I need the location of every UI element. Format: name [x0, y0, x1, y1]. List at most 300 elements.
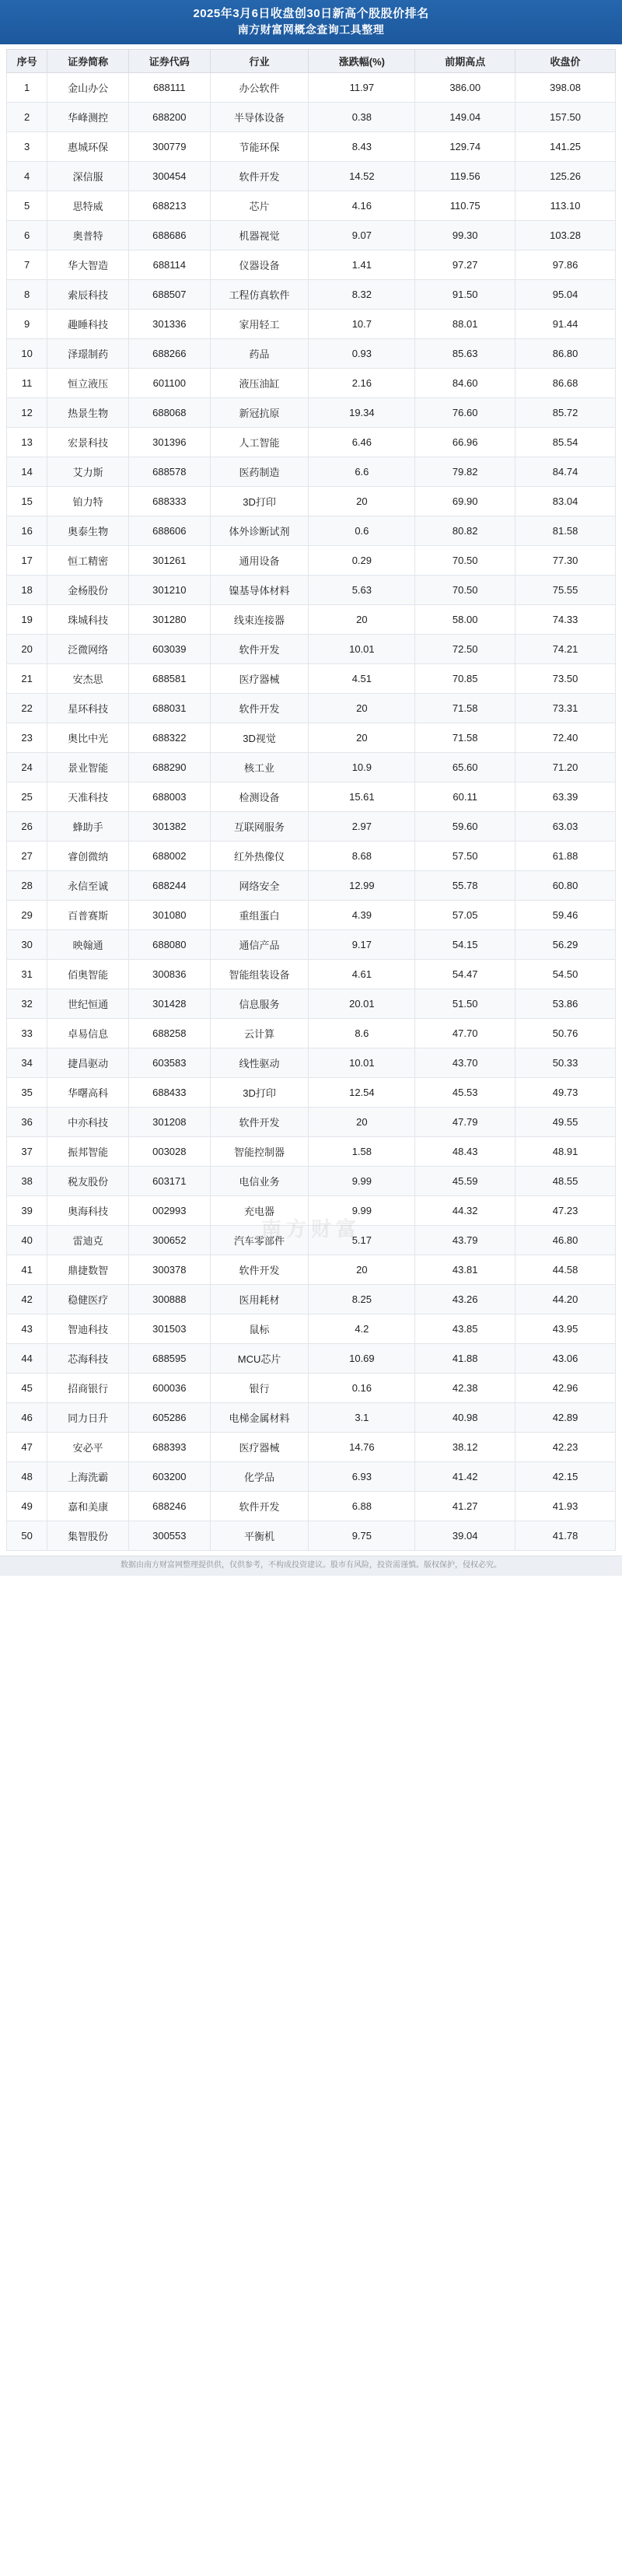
cell-security-code: 688595	[128, 1344, 210, 1374]
cell-index: 4	[7, 162, 47, 191]
cell-security-code: 003028	[128, 1137, 210, 1167]
cell-index: 36	[7, 1108, 47, 1137]
cell-industry: 新冠抗原	[210, 398, 309, 428]
cell-change-pct: 4.39	[309, 901, 415, 930]
cell-index: 35	[7, 1078, 47, 1108]
cell-security-name: 睿创微纳	[47, 842, 129, 871]
table-row[interactable]	[7, 546, 616, 576]
cell-security-name: 惠城环保	[47, 132, 129, 162]
cell-previous-high: 70.85	[415, 664, 515, 694]
cell-industry: 互联网服务	[210, 812, 309, 842]
cell-index: 43	[7, 1314, 47, 1344]
cell-index: 17	[7, 546, 47, 576]
cell-security-name: 恒工精密	[47, 546, 129, 576]
table-row[interactable]	[7, 1019, 616, 1048]
cell-security-name: 招商银行	[47, 1374, 129, 1403]
cell-industry: 通用设备	[210, 546, 309, 576]
table-row[interactable]	[7, 901, 616, 930]
cell-change-pct: 2.97	[309, 812, 415, 842]
table-row[interactable]	[7, 398, 616, 428]
cell-security-code: 603583	[128, 1048, 210, 1078]
table-row[interactable]	[7, 487, 616, 516]
table-row[interactable]	[7, 1048, 616, 1078]
column-header-industry: 行业	[210, 50, 309, 73]
table-body	[7, 73, 616, 1551]
cell-security-code: 688213	[128, 191, 210, 221]
cell-security-code: 300888	[128, 1285, 210, 1314]
cell-close-price: 50.76	[515, 1019, 616, 1048]
cell-close-price: 95.04	[515, 280, 616, 310]
cell-security-name: 智迪科技	[47, 1314, 129, 1344]
cell-close-price: 71.20	[515, 753, 616, 782]
table-row[interactable]	[7, 842, 616, 871]
cell-close-price: 46.80	[515, 1226, 616, 1255]
cell-industry: 半导体设备	[210, 103, 309, 132]
cell-close-price: 73.50	[515, 664, 616, 694]
cell-index: 26	[7, 812, 47, 842]
cell-security-code: 601100	[128, 369, 210, 398]
cell-security-name: 世纪恒通	[47, 989, 129, 1019]
table-row[interactable]	[7, 723, 616, 753]
cell-change-pct: 4.51	[309, 664, 415, 694]
cell-index: 18	[7, 576, 47, 605]
cell-change-pct: 4.16	[309, 191, 415, 221]
cell-close-price: 42.15	[515, 1462, 616, 1492]
table-row[interactable]	[7, 1167, 616, 1196]
cell-industry: 平衡机	[210, 1521, 309, 1551]
cell-close-price: 42.96	[515, 1374, 616, 1403]
cell-industry: 电梯金属材料	[210, 1403, 309, 1433]
cell-close-price: 125.26	[515, 162, 616, 191]
cell-change-pct: 10.01	[309, 1048, 415, 1078]
cell-previous-high: 119.56	[415, 162, 515, 191]
cell-security-name: 集智股份	[47, 1521, 129, 1551]
cell-index: 41	[7, 1255, 47, 1285]
cell-security-name: 泛微网络	[47, 635, 129, 664]
cell-industry: 仪器设备	[210, 250, 309, 280]
cell-change-pct: 14.52	[309, 162, 415, 191]
cell-index: 33	[7, 1019, 47, 1048]
table-row[interactable]	[7, 221, 616, 250]
cell-industry: 软件开发	[210, 694, 309, 723]
cell-close-price: 43.06	[515, 1344, 616, 1374]
cell-security-name: 卓易信息	[47, 1019, 129, 1048]
cell-index: 19	[7, 605, 47, 635]
cell-security-code: 688002	[128, 842, 210, 871]
cell-close-price: 48.91	[515, 1137, 616, 1167]
cell-index: 15	[7, 487, 47, 516]
cell-security-code: 688581	[128, 664, 210, 694]
cell-security-name: 捷昌驱动	[47, 1048, 129, 1078]
cell-previous-high: 66.96	[415, 428, 515, 457]
cell-previous-high: 40.98	[415, 1403, 515, 1433]
cell-index: 13	[7, 428, 47, 457]
cell-previous-high: 43.26	[415, 1285, 515, 1314]
cell-index: 45	[7, 1374, 47, 1403]
cell-security-code: 688200	[128, 103, 210, 132]
cell-previous-high: 85.63	[415, 339, 515, 369]
cell-previous-high: 38.12	[415, 1433, 515, 1462]
table-row[interactable]	[7, 1108, 616, 1137]
table-row[interactable]	[7, 191, 616, 221]
cell-security-code: 688003	[128, 782, 210, 812]
cell-security-name: 芯海科技	[47, 1344, 129, 1374]
cell-close-price: 43.95	[515, 1314, 616, 1344]
cell-index: 6	[7, 221, 47, 250]
column-header-security-code: 证券代码	[128, 50, 210, 73]
cell-index: 5	[7, 191, 47, 221]
cell-security-name: 索辰科技	[47, 280, 129, 310]
cell-previous-high: 70.50	[415, 576, 515, 605]
cell-index: 32	[7, 989, 47, 1019]
table-row[interactable]	[7, 103, 616, 132]
table-row[interactable]	[7, 1492, 616, 1521]
cell-security-name: 中亦科技	[47, 1108, 129, 1137]
cell-industry: 医药制造	[210, 457, 309, 487]
table-header-row	[7, 50, 616, 73]
cell-industry: 云计算	[210, 1019, 309, 1048]
cell-previous-high: 47.70	[415, 1019, 515, 1048]
cell-index: 25	[7, 782, 47, 812]
cell-industry: 医疗器械	[210, 1433, 309, 1462]
cell-change-pct: 10.9	[309, 753, 415, 782]
cell-index: 40	[7, 1226, 47, 1255]
cell-security-code: 301210	[128, 576, 210, 605]
cell-index: 21	[7, 664, 47, 694]
table-row[interactable]	[7, 428, 616, 457]
cell-index: 8	[7, 280, 47, 310]
table-row[interactable]	[7, 1226, 616, 1255]
cell-previous-high: 51.50	[415, 989, 515, 1019]
table-row[interactable]	[7, 871, 616, 901]
table-row[interactable]	[7, 250, 616, 280]
cell-index: 46	[7, 1403, 47, 1433]
cell-previous-high: 43.85	[415, 1314, 515, 1344]
column-header-index: 序号	[7, 50, 47, 73]
cell-change-pct: 9.07	[309, 221, 415, 250]
column-header-previous-high: 前期高点	[415, 50, 515, 73]
cell-security-code: 300836	[128, 960, 210, 989]
cell-index: 37	[7, 1137, 47, 1167]
cell-index: 44	[7, 1344, 47, 1374]
table-row[interactable]	[7, 1433, 616, 1462]
cell-change-pct: 20	[309, 723, 415, 753]
cell-change-pct: 10.01	[309, 635, 415, 664]
table-row[interactable]	[7, 989, 616, 1019]
table-row[interactable]	[7, 960, 616, 989]
cell-security-name: 映翰通	[47, 930, 129, 960]
cell-security-code: 688068	[128, 398, 210, 428]
table-row[interactable]	[7, 1344, 616, 1374]
cell-security-code: 688433	[128, 1078, 210, 1108]
cell-previous-high: 57.50	[415, 842, 515, 871]
cell-change-pct: 9.17	[309, 930, 415, 960]
cell-close-price: 56.29	[515, 930, 616, 960]
cell-industry: 智能组装设备	[210, 960, 309, 989]
cell-index: 29	[7, 901, 47, 930]
cell-previous-high: 69.90	[415, 487, 515, 516]
cell-security-code: 300454	[128, 162, 210, 191]
cell-change-pct: 8.68	[309, 842, 415, 871]
cell-close-price: 77.30	[515, 546, 616, 576]
cell-industry: 化学品	[210, 1462, 309, 1492]
cell-change-pct: 0.38	[309, 103, 415, 132]
cell-index: 47	[7, 1433, 47, 1462]
cell-close-price: 97.86	[515, 250, 616, 280]
cell-close-price: 44.58	[515, 1255, 616, 1285]
cell-previous-high: 55.78	[415, 871, 515, 901]
cell-previous-high: 386.00	[415, 73, 515, 103]
cell-security-name: 金杨股份	[47, 576, 129, 605]
cell-security-code: 300553	[128, 1521, 210, 1551]
cell-security-name: 同力日升	[47, 1403, 129, 1433]
table-row[interactable]	[7, 1285, 616, 1314]
cell-change-pct: 2.16	[309, 369, 415, 398]
table-row[interactable]	[7, 162, 616, 191]
cell-security-name: 铂力特	[47, 487, 129, 516]
cell-industry: 镍基导体材料	[210, 576, 309, 605]
page-subtitle: 南方财富网概念查询工具整理	[237, 23, 385, 36]
cell-index: 50	[7, 1521, 47, 1551]
cell-security-code: 300779	[128, 132, 210, 162]
cell-security-name: 上海洗霸	[47, 1462, 129, 1492]
cell-previous-high: 76.60	[415, 398, 515, 428]
table-row[interactable]	[7, 280, 616, 310]
cell-security-name: 奥普特	[47, 221, 129, 250]
cell-industry: 机器视觉	[210, 221, 309, 250]
cell-change-pct: 20	[309, 694, 415, 723]
cell-security-name: 热景生物	[47, 398, 129, 428]
cell-close-price: 49.55	[515, 1108, 616, 1137]
cell-previous-high: 44.32	[415, 1196, 515, 1226]
cell-security-name: 永信至诚	[47, 871, 129, 901]
cell-previous-high: 41.27	[415, 1492, 515, 1521]
cell-security-code: 301382	[128, 812, 210, 842]
cell-close-price: 44.20	[515, 1285, 616, 1314]
table-row[interactable]	[7, 753, 616, 782]
cell-index: 12	[7, 398, 47, 428]
cell-security-code: 301261	[128, 546, 210, 576]
cell-change-pct: 8.25	[309, 1285, 415, 1314]
cell-industry: 医用耗材	[210, 1285, 309, 1314]
table-row[interactable]	[7, 605, 616, 635]
cell-previous-high: 45.53	[415, 1078, 515, 1108]
cell-change-pct: 0.6	[309, 516, 415, 546]
cell-industry: 软件开发	[210, 1108, 309, 1137]
cell-close-price: 61.88	[515, 842, 616, 871]
cell-index: 22	[7, 694, 47, 723]
cell-change-pct: 1.58	[309, 1137, 415, 1167]
cell-previous-high: 71.58	[415, 723, 515, 753]
cell-previous-high: 97.27	[415, 250, 515, 280]
cell-close-price: 59.46	[515, 901, 616, 930]
cell-close-price: 53.86	[515, 989, 616, 1019]
cell-index: 23	[7, 723, 47, 753]
cell-change-pct: 5.17	[309, 1226, 415, 1255]
cell-change-pct: 0.29	[309, 546, 415, 576]
cell-industry: 银行	[210, 1374, 309, 1403]
cell-security-name: 奥比中光	[47, 723, 129, 753]
page-header	[0, 0, 622, 44]
cell-close-price: 41.78	[515, 1521, 616, 1551]
cell-change-pct: 9.99	[309, 1167, 415, 1196]
cell-change-pct: 14.76	[309, 1433, 415, 1462]
cell-industry: 网络安全	[210, 871, 309, 901]
table-row[interactable]	[7, 132, 616, 162]
cell-close-price: 84.74	[515, 457, 616, 487]
cell-industry: 充电器	[210, 1196, 309, 1226]
table-row[interactable]	[7, 1314, 616, 1344]
cell-close-price: 75.55	[515, 576, 616, 605]
cell-previous-high: 80.82	[415, 516, 515, 546]
cell-previous-high: 72.50	[415, 635, 515, 664]
cell-industry: 软件开发	[210, 1255, 309, 1285]
cell-security-code: 688333	[128, 487, 210, 516]
table-row[interactable]	[7, 635, 616, 664]
cell-previous-high: 70.50	[415, 546, 515, 576]
cell-change-pct: 5.63	[309, 576, 415, 605]
cell-industry: 节能环保	[210, 132, 309, 162]
cell-previous-high: 54.47	[415, 960, 515, 989]
cell-security-code: 688111	[128, 73, 210, 103]
cell-security-name: 安杰思	[47, 664, 129, 694]
cell-close-price: 48.55	[515, 1167, 616, 1196]
cell-change-pct: 1.41	[309, 250, 415, 280]
table-row[interactable]	[7, 73, 616, 103]
cell-close-price: 398.08	[515, 73, 616, 103]
cell-security-name: 振邦智能	[47, 1137, 129, 1167]
cell-security-name: 华曙高科	[47, 1078, 129, 1108]
cell-close-price: 91.44	[515, 310, 616, 339]
column-header-close-price: 收盘价	[515, 50, 616, 73]
cell-industry: 医疗器械	[210, 664, 309, 694]
cell-security-code: 301396	[128, 428, 210, 457]
cell-security-code: 600036	[128, 1374, 210, 1403]
table-row[interactable]	[7, 339, 616, 369]
cell-industry: 芯片	[210, 191, 309, 221]
cell-previous-high: 41.88	[415, 1344, 515, 1374]
cell-security-name: 艾力斯	[47, 457, 129, 487]
cell-change-pct: 15.61	[309, 782, 415, 812]
table-row[interactable]	[7, 1521, 616, 1551]
cell-previous-high: 47.79	[415, 1108, 515, 1137]
table-row[interactable]	[7, 310, 616, 339]
cell-close-price: 63.39	[515, 782, 616, 812]
table-row[interactable]	[7, 664, 616, 694]
cell-index: 49	[7, 1492, 47, 1521]
cell-close-price: 60.80	[515, 871, 616, 901]
cell-security-code: 301503	[128, 1314, 210, 1344]
table-row[interactable]	[7, 1196, 616, 1226]
table-row[interactable]	[7, 576, 616, 605]
cell-index: 39	[7, 1196, 47, 1226]
cell-industry: 软件开发	[210, 162, 309, 191]
cell-previous-high: 129.74	[415, 132, 515, 162]
cell-change-pct: 12.54	[309, 1078, 415, 1108]
table-row[interactable]	[7, 1374, 616, 1403]
cell-change-pct: 6.6	[309, 457, 415, 487]
cell-previous-high: 91.50	[415, 280, 515, 310]
table-row[interactable]	[7, 782, 616, 812]
cell-change-pct: 0.16	[309, 1374, 415, 1403]
cell-industry: 3D打印	[210, 487, 309, 516]
cell-security-name: 星环科技	[47, 694, 129, 723]
cell-security-code: 688686	[128, 221, 210, 250]
cell-change-pct: 12.99	[309, 871, 415, 901]
cell-close-price: 42.23	[515, 1433, 616, 1462]
cell-close-price: 157.50	[515, 103, 616, 132]
cell-close-price: 74.33	[515, 605, 616, 635]
cell-index: 20	[7, 635, 47, 664]
table-row[interactable]	[7, 1403, 616, 1433]
table-container	[0, 44, 622, 1551]
cell-security-name: 景业智能	[47, 753, 129, 782]
cell-previous-high: 79.82	[415, 457, 515, 487]
cell-index: 1	[7, 73, 47, 103]
cell-industry: 重组蛋白	[210, 901, 309, 930]
cell-previous-high: 84.60	[415, 369, 515, 398]
cell-change-pct: 10.69	[309, 1344, 415, 1374]
cell-security-name: 珠城科技	[47, 605, 129, 635]
table-row[interactable]	[7, 457, 616, 487]
cell-industry: 体外诊断试剂	[210, 516, 309, 546]
cell-security-code: 688393	[128, 1433, 210, 1462]
cell-close-price: 42.89	[515, 1403, 616, 1433]
table-row[interactable]	[7, 516, 616, 546]
table-row[interactable]	[7, 1137, 616, 1167]
cell-security-code: 688606	[128, 516, 210, 546]
cell-security-code: 688080	[128, 930, 210, 960]
table-row[interactable]	[7, 1255, 616, 1285]
cell-security-name: 华峰测控	[47, 103, 129, 132]
cell-industry: 药品	[210, 339, 309, 369]
cell-close-price: 50.33	[515, 1048, 616, 1078]
cell-change-pct: 11.97	[309, 73, 415, 103]
cell-security-name: 嘉和美康	[47, 1492, 129, 1521]
cell-previous-high: 57.05	[415, 901, 515, 930]
table-row[interactable]	[7, 930, 616, 960]
cell-index: 42	[7, 1285, 47, 1314]
cell-industry: 3D打印	[210, 1078, 309, 1108]
cell-change-pct: 20.01	[309, 989, 415, 1019]
cell-security-code: 688246	[128, 1492, 210, 1521]
table-row[interactable]	[7, 369, 616, 398]
cell-close-price: 85.72	[515, 398, 616, 428]
cell-security-code: 603200	[128, 1462, 210, 1492]
table-row[interactable]	[7, 812, 616, 842]
cell-industry: 汽车零部件	[210, 1226, 309, 1255]
cell-previous-high: 42.38	[415, 1374, 515, 1403]
cell-security-code: 688266	[128, 339, 210, 369]
cell-close-price: 86.68	[515, 369, 616, 398]
cell-security-code: 603039	[128, 635, 210, 664]
table-row[interactable]	[7, 694, 616, 723]
cell-change-pct: 8.43	[309, 132, 415, 162]
cell-security-code: 300652	[128, 1226, 210, 1255]
cell-index: 14	[7, 457, 47, 487]
column-header-change-pct: 涨跌幅(%)	[309, 50, 415, 73]
table-row[interactable]	[7, 1462, 616, 1492]
cell-security-name: 稳健医疗	[47, 1285, 129, 1314]
cell-security-code: 301080	[128, 901, 210, 930]
table-row[interactable]	[7, 1078, 616, 1108]
cell-security-name: 金山办公	[47, 73, 129, 103]
cell-industry: MCU芯片	[210, 1344, 309, 1374]
cell-security-code: 688244	[128, 871, 210, 901]
cell-index: 9	[7, 310, 47, 339]
cell-close-price: 74.21	[515, 635, 616, 664]
cell-security-name: 宏景科技	[47, 428, 129, 457]
